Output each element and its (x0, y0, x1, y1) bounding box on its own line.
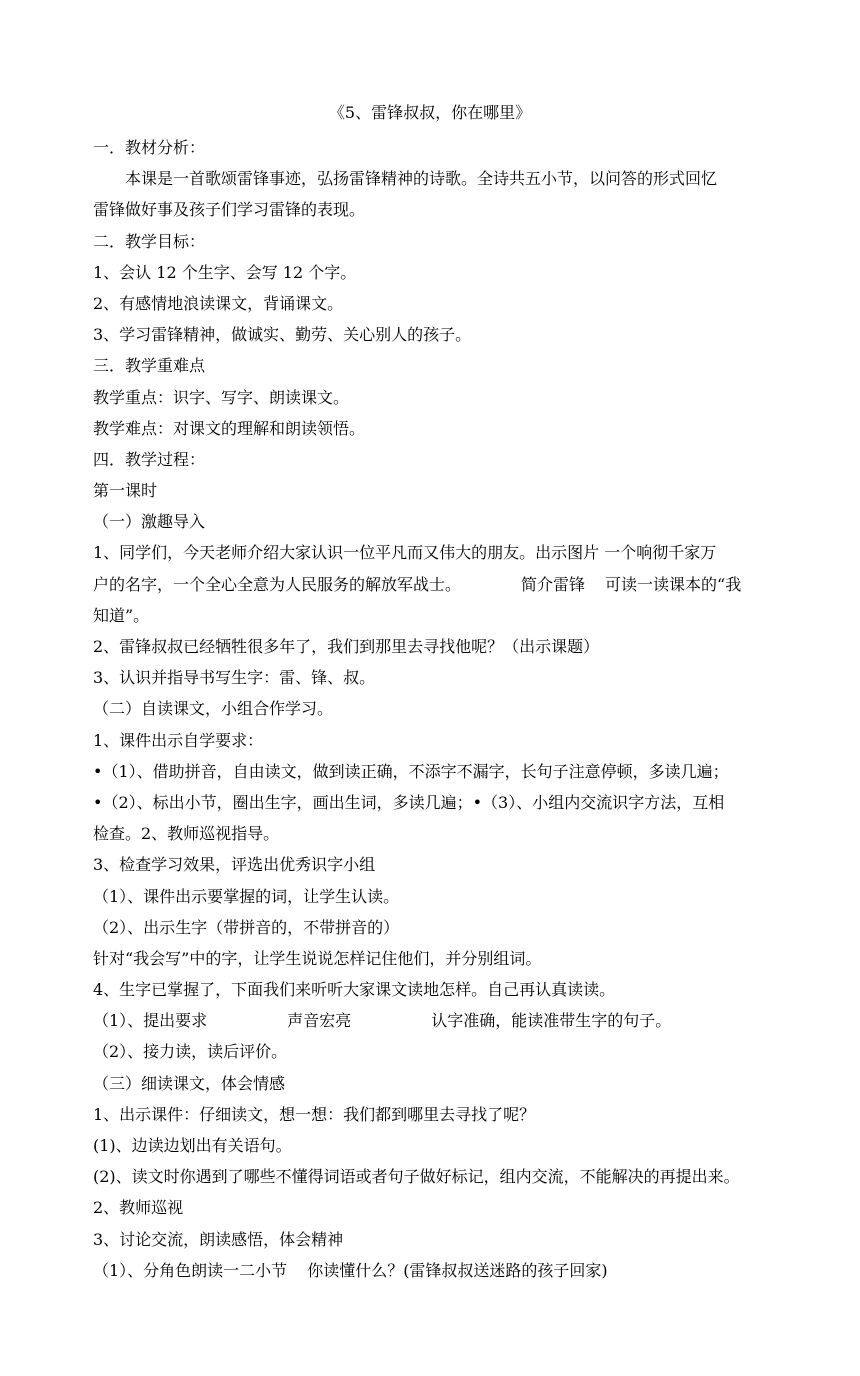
section-heading-analysis: 一．教材分析： (93, 138, 206, 157)
paragraph-line (93, 569, 773, 600)
list-item (93, 1005, 773, 1036)
text-segment: 户的名字，一个全心全意为人民服务的解放军战士。 (93, 574, 462, 594)
list-item: 1、会认 12 个生字、会写 12 个字。 (93, 262, 357, 282)
section-heading-key-points: 三．教学重难点 (93, 356, 206, 376)
list-item: 2、有感情地浪读课文，背诵课文。 (93, 293, 344, 313)
paragraph-line: 针对“我会写”中的字，让学生说说怎样记住他们，并分别组词。 (93, 948, 542, 968)
list-item: (1)、边读边划出有关语句。 (93, 1136, 292, 1155)
subsection-heading: （二）自读课文，小组合作学习。 (93, 699, 334, 719)
list-item: （2）、接力读，读后评价。 (93, 1042, 288, 1062)
lesson-heading: 第一课时 (93, 481, 158, 501)
paragraph-line: 教学重点：识字、写字、朗读课文。 (93, 387, 350, 407)
list-item: 2、雷锋叔叔已经牺牲很多年了，我们到那里去寻找他呢？（出示课题） (93, 637, 600, 656)
document-body (93, 132, 773, 1286)
text-segment: 你读懂什么？(雷锋叔叔送迷路的孩子回家) (307, 1260, 608, 1280)
text-segment: 可读一读课本的“我 (605, 574, 742, 594)
paragraph-line: 1、同学们，今天老师介绍大家认识一位平凡而又伟大的朋友。出示图片 一个响彻千家万 (93, 543, 717, 563)
list-item: 3、检查学习效果，评选出优秀识字小组 (93, 855, 376, 875)
list-item: （1）、课件出示要掌握的词，让学生认读。 (93, 886, 400, 906)
text-segment: （1）、分角色朗读一二小节 (93, 1260, 288, 1280)
list-item: 2、教师巡视 (93, 1198, 184, 1218)
bullet-line: •（1）、借助拼音，自由读文，做到读正确，不添字不漏字，长句子注意停顿，多读几遍； (93, 761, 729, 781)
subsection-heading: （一）激趣导入 (93, 512, 206, 532)
text-segment: （1）、提出要求 (93, 1011, 208, 1031)
list-item: (2)、读文时你遇到了哪些不懂得词语或者句子做好标记，组内交流，不能解决的再提出来。 (93, 1167, 740, 1187)
list-item: 3、讨论交流，朗读感悟，体会精神 (93, 1229, 344, 1249)
document-title: 《5、雷锋叔叔，你在哪里》 (328, 103, 532, 122)
text-segment: 认字准确，能读准带生字的句子。 (431, 1011, 672, 1031)
paragraph-line: 知道”。 (93, 605, 150, 625)
paragraph-line: 教学难点：对课文的理解和朗读领悟。 (93, 418, 366, 438)
text-segment: 简介雷锋 (521, 574, 586, 594)
list-item: （2）、出示生字（带拼音的，不带拼音的） (93, 917, 400, 937)
list-item (93, 1255, 773, 1286)
list-item: 3、学习雷锋精神，做诚实、勤劳、关心别人的孩子。 (93, 325, 472, 345)
paragraph-line: 检查。2、教师巡视指导。 (93, 824, 280, 844)
section-heading-process: 四．教学过程： (93, 449, 206, 469)
paragraph-line: 本课是一首歌颂雷锋事迹，弘扬雷锋精神的诗歌。全诗共五小节，以问答的形式回忆 (125, 169, 718, 189)
section-heading-goals: 二．教学目标： (93, 231, 206, 251)
subsection-heading: （三）细读课文，体会情感 (93, 1073, 286, 1093)
list-item: 3、认识并指导书写生字：雷、锋、叔。 (93, 668, 376, 688)
list-item: 1、课件出示自学要求： (93, 730, 264, 750)
text-segment: 声音宏亮 (287, 1011, 352, 1031)
list-item: 4、生字已掌握了，下面我们来听听大家课文读地怎样。自己再认真读读。 (93, 980, 616, 1000)
bullet-line: •（2）、标出小节，圈出生字，画出生词，多读几遍；•（3）、小组内交流识字方法，互相 (93, 792, 725, 812)
paragraph-line: 雷锋做好事及孩子们学习雷锋的表现。 (93, 200, 366, 220)
list-item: 1、出示课件：仔细读文，想一想：我们都到哪里去寻找了呢？ (93, 1104, 536, 1124)
